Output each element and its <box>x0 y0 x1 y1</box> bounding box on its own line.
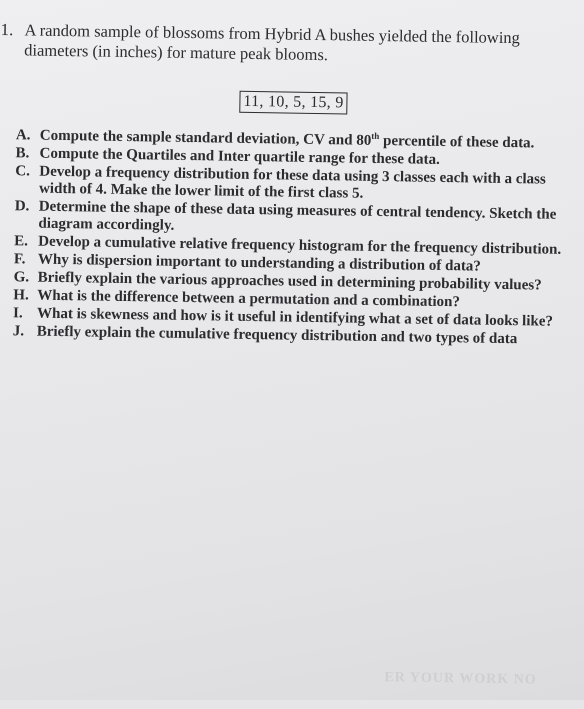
item-text: What is skewness and how is it useful in identifying what a set of data looks like? <box>36 305 554 330</box>
item-text: Develop a frequency distribution for these data using 3 classes each with a class width of 4. Make the lower limit of the first class 5. <box>38 163 546 202</box>
item-letter: G. <box>13 269 30 286</box>
item-letter: H. <box>13 287 29 304</box>
item-letter: E. <box>14 233 29 250</box>
question-stem: A random sample of blossoms from Hybrid A bushes yielded the following diameters (in inches) for mature peak blooms. <box>24 20 521 65</box>
item-text: What is the difference between a permutation and a combination? <box>37 287 461 311</box>
question-number: 1. <box>0 20 14 40</box>
item-letter: B. <box>15 145 30 162</box>
item-text: Why is dispersion important to understanding a distribution of data? <box>37 251 481 275</box>
item-text: Compute the Quartiles and Inter quartile range for these data. <box>39 145 440 168</box>
item-text: Determine the shape of these data using measures of central tendency. Sketch the diagram accordingly. <box>38 198 557 234</box>
item-text: Compute the sample standard deviation, CV and 80th percentile of these data. <box>39 127 535 152</box>
data-values-box: 11, 10, 5, 15, 9 <box>239 91 348 115</box>
item-text: Briefly explain the cumulative frequency distribution and two types of data <box>36 323 518 348</box>
item-letter: A. <box>15 127 31 144</box>
item-letter: J. <box>12 323 25 340</box>
item-letter: I. <box>12 305 23 322</box>
item-text: Develop a cumulative relative frequency histogram for the frequency distribution. <box>38 233 562 258</box>
item-letter: F. <box>13 251 26 268</box>
faded-footer-text: ER YOUR WORK NO <box>384 670 537 688</box>
sub-question-list <box>13 127 568 350</box>
item-letter: D. <box>14 198 30 215</box>
item-letter: C. <box>15 163 31 180</box>
item-text: Briefly explain the various approaches used in determining probability values? <box>37 269 542 294</box>
